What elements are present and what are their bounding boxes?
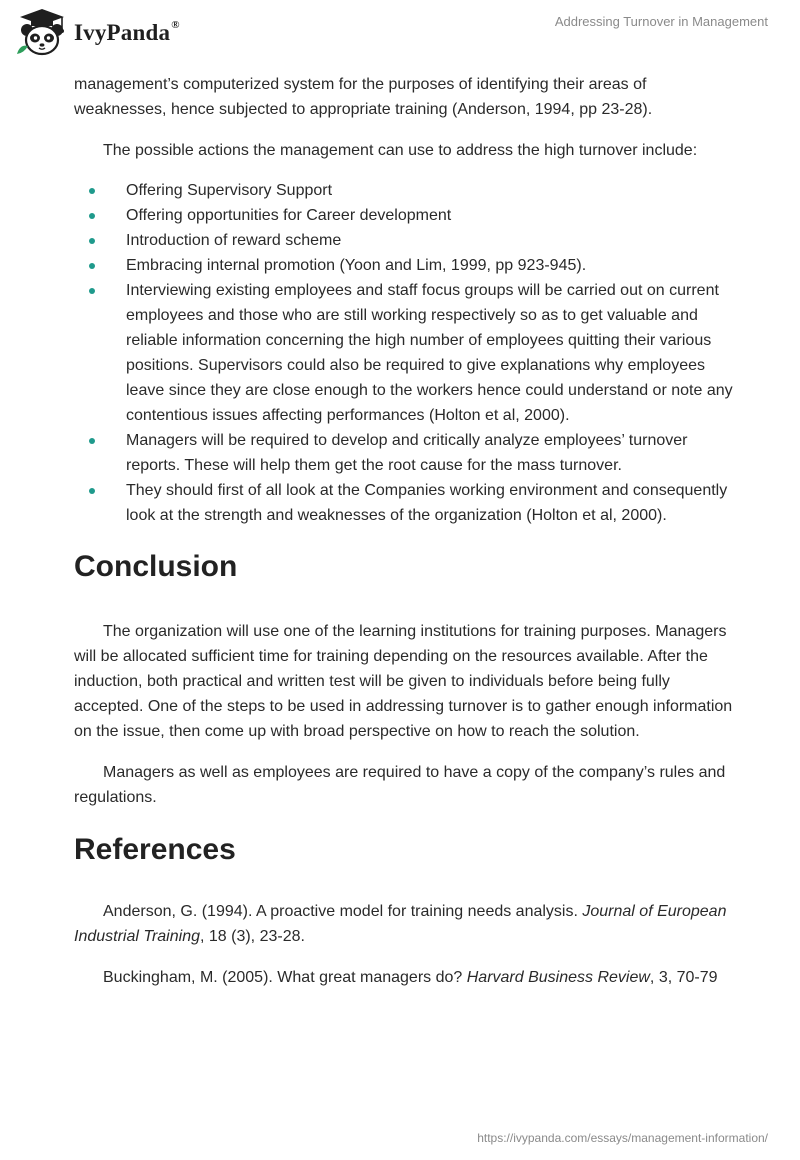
references-heading: References xyxy=(74,833,236,866)
journal-title: Harvard Business Review xyxy=(466,969,650,986)
bullet-icon xyxy=(89,263,95,269)
bullet-icon xyxy=(89,238,95,244)
ivypanda-logo[interactable] xyxy=(14,6,180,58)
intro-continuation-paragraph: management’s computerized system for the purposes of identifying their areas of weaknesses, hence subjected to appropriate training (Anderson, 1994, pp 23-28). xyxy=(74,76,653,118)
actions-intro-paragraph: The possible actions the management can use to address the high turnover include: xyxy=(103,142,698,159)
list-item: Offering Supervisory Support xyxy=(74,178,734,203)
conclusion-paragraph-2: Managers as well as employees are required to have a copy of the company’s rules and regulations. xyxy=(74,764,726,806)
list-item: Interviewing existing employees and staff focus groups will be carried out on current employees and those who are still working respectively so as to get valuable and reliable information concerning the high number of employees quitting their various positions. Supervisors could also be required to give explanations why employees leave since they are close enough to the workers hence could understand or note any contentious issues affecting performances (Holton et al, 2000). xyxy=(74,278,734,428)
conclusion-paragraph-1: The organization will use one of the learning institutions for training purposes. Managers will be allocated sufficient time for training depending on the resources available. After the induction, both practical and written test will be given to individuals before being fully accepted. One of the steps to be used in addressing turnover is to gather enough information on the issue, then come up with broad perspective on how to reach the solution. xyxy=(74,623,733,740)
list-item: They should first of all look at the Companies working environment and consequently look at the strength and weaknesses of the organization (Holton et al, 2000). xyxy=(74,478,734,528)
bullet-icon xyxy=(89,213,95,219)
list-item: Embracing internal promotion (Yoon and Lim, 1999, pp 923-945). xyxy=(74,253,734,278)
source-url-link[interactable]: https://ivypanda.com/essays/management-information/ xyxy=(477,1131,768,1145)
list-item: Offering opportunities for Career development xyxy=(74,203,734,228)
panda-graduate-icon xyxy=(14,6,70,58)
reference-entry: Buckingham, M. (2005). What great managers do? Harvard Business Review, 3, 70-79 xyxy=(103,969,718,986)
list-item: Introduction of reward scheme xyxy=(74,228,734,253)
bullet-icon xyxy=(89,188,95,194)
brand-name: IvyPanda® xyxy=(74,19,180,45)
list-item: Managers will be required to develop and critically analyze employees’ turnover reports. These will help them get the root cause for the mass turnover. xyxy=(74,428,734,478)
page-header xyxy=(0,0,800,70)
actions-list xyxy=(74,178,734,528)
registered-mark: ® xyxy=(171,19,180,32)
bullet-icon xyxy=(89,488,95,494)
bullet-icon xyxy=(89,288,95,294)
journal-title: Journal of European Industrial Training xyxy=(74,903,727,945)
conclusion-heading: Conclusion xyxy=(74,550,238,583)
essay-content xyxy=(74,72,734,990)
bullet-icon xyxy=(89,438,95,444)
reference-entry: Anderson, G. (1994). A proactive model for training needs analysis. Journal of European Industrial Training, 18 (3), 23-28. xyxy=(74,903,727,945)
document-title: Addressing Turnover in Management xyxy=(554,14,768,29)
